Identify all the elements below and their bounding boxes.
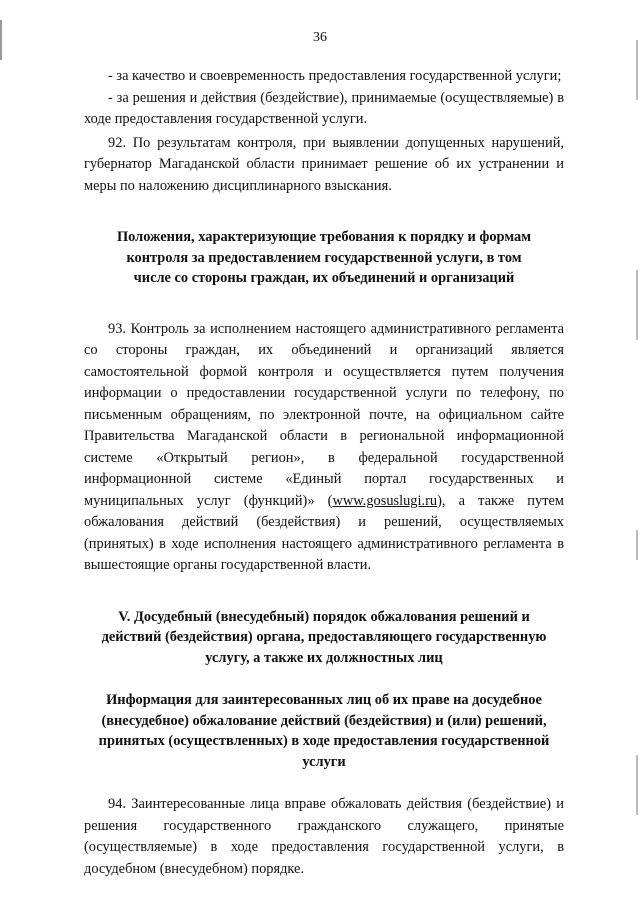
paragraph-93 (84, 319, 564, 577)
paragraph-94: 94. Заинтересованные лица вправе обжаловать действия (бездействие) и решения государственного гражданского служащего, принятые (осуществляемые) в ходе предоставления государственной услуги, в досудебном (внесудебном) порядке. (84, 796, 564, 877)
page-number: 36 (313, 30, 327, 45)
section-v-heading: V. Досудебный (внесудебный) порядок обжалования решений и действий (бездействия) органа, предоставляющего государственную услугу, а также их должностных лиц (101, 608, 547, 666)
bullet-quality: - за качество и своевременность предоставления государственной услуги; (108, 68, 562, 84)
document-body (84, 66, 564, 880)
gosuslugi-link[interactable]: www.gosuslugi.ru (332, 492, 438, 509)
paragraph-93-text-1: 93. Контроль за исполнением настоящего административного регламента со стороны граждан, их объединений и организаций является самостоятельной формой контроля и осуществляется путем получения информации о предоставлении государственной услуги по телефону, по письменным обращениям, по электронной почте, на официальном сайте Правительства Магаданской области в региональной информационной системе «Открытый регион», в федеральной государственной информационной системе «Единый портал государственных и муниципальных услуг (функций)» ( (84, 320, 564, 509)
bullet-decisions: - за решения и действия (бездействие), принимаемые (осуществляемые) в ходе предоставления государственной услуги. (84, 89, 564, 127)
heading-control-requirements: Положения, характеризующие требования к порядку и формам контроля за предоставлением государственной услуги, в том числе со стороны граждан, их объединений и организаций (116, 229, 532, 286)
paragraph-93-text-2: ), а также путем обжалования действий (бездействия) и решений, осуществляемых (принятых) в ходе исполнения настоящего административного регламента в вышестоящие органы государственной власти. (84, 492, 564, 573)
heading-appeal-info: Информация для заинтересованных лиц об их праве на досудебное (внесудебное) обжалование действий (бездействия) и (или) решений, принятых (осуществленных) в ходе предоставления государственной услуги (98, 692, 550, 770)
paragraph-92: 92. По результатам контроля, при выявлении допущенных нарушений, губернатор Магаданской области принимает решение об их устранении и меры по наложению дисциплинарного взыскания. (84, 134, 564, 194)
